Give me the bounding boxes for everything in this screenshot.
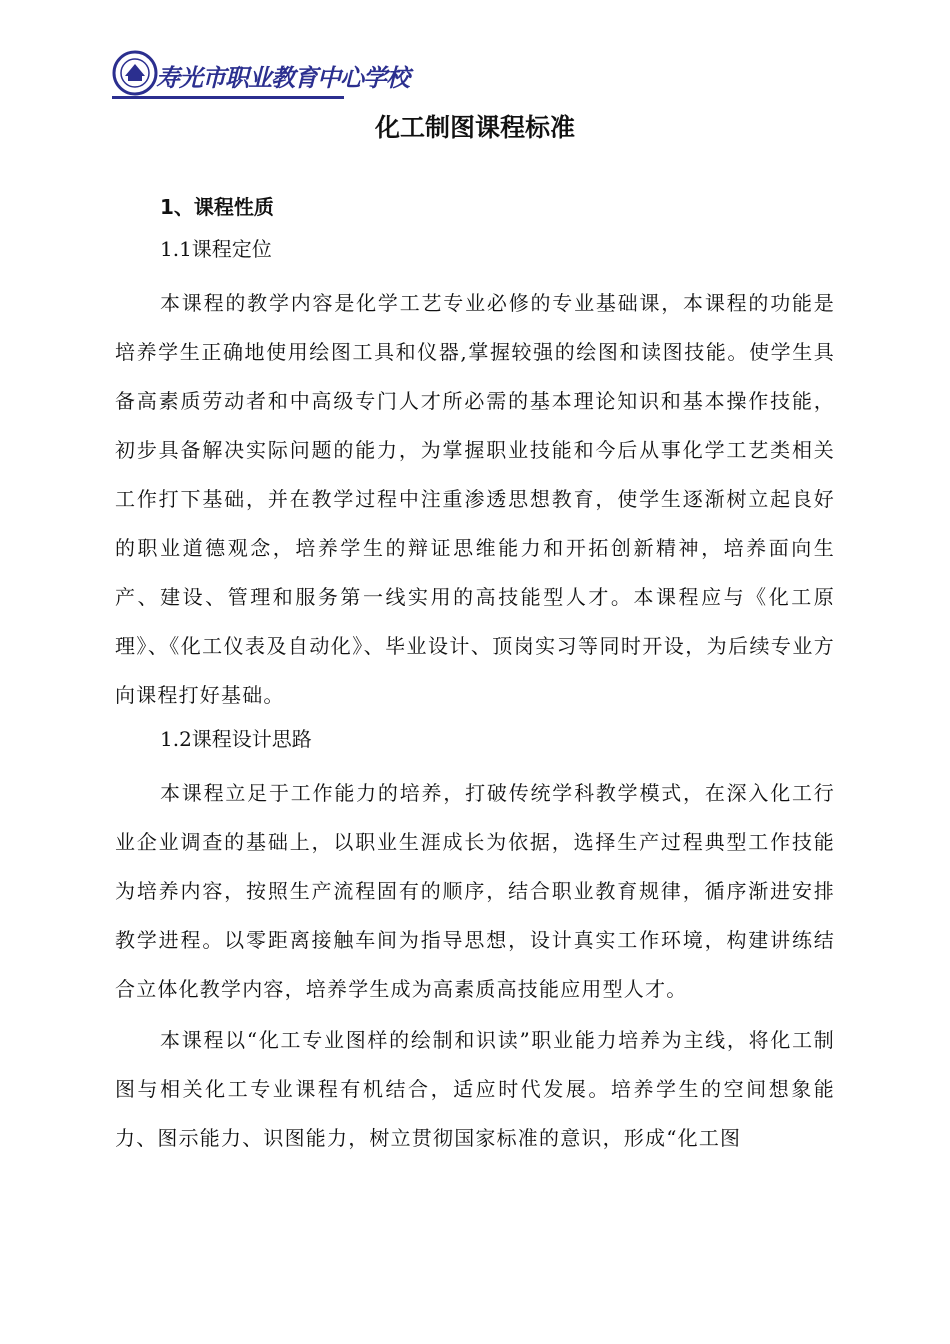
subsection-heading-1-2: 1.2课程设计思路 [160, 727, 312, 751]
school-header [112, 48, 409, 98]
paragraph-course-positioning: 本课程的教学内容是化学工艺专业必修的专业基础课，本课程的功能是培养学生正确地使用绘图工具和仪器,掌握较强的绘图和读图技能。使学生具备高素质劳动者和中高级专门人才所必需的基本理论知识和基本操作技能，初步具备解决实际问题的能力，为掌握职业技能和今后从事化学工艺类相关工作打下基础，并在教学过程中注重渗透思想教育，使学生逐渐树立起良好的职业道德观念，培养学生的辩证思维能力和开拓创新精神，培养面向生产、建设、管理和服务第一线实用的高技能型人才。本课程应与《化工原理》、《化工仪表及自动化》、毕业设计、顶岗实习等同时开设，为后续专业方向课程打好基础。 [115, 291, 835, 707]
document-title: 化工制图课程标准 [374, 113, 575, 142]
header-divider [112, 96, 344, 99]
paragraph-design-idea-1: 本课程立足于工作能力的培养，打破传统学科教学模式，在深入化工行业企业调查的基础上，以职业生涯成长为依据，选择生产过程典型工作技能为培养内容，按照生产流程固有的顺序，结合职业教育规律，循序渐进安排教学进程。以零距离接触车间为指导思想，设计真实工作环境，构建讲练结合立体化教学内容，培养学生成为高素质高技能应用型人才。 [115, 781, 835, 1001]
subsection-heading-1-1: 1.1课程定位 [160, 237, 272, 261]
section-heading-1: 1、课程性质 [160, 195, 274, 219]
school-seal-icon [112, 50, 158, 96]
document-body [115, 190, 835, 1165]
paragraph-design-idea-2: 本课程以“化工专业图样的绘制和识读”职业能力培养为主线，将化工制图与相关化工专业课程有机结合，适应时代发展。培养学生的空间想象能力、图示能力、识图能力，树立贯彻国家标准的意识，形成“化工图 [115, 1028, 835, 1150]
school-name: 寿光市职业教育中心学校 [156, 63, 409, 92]
